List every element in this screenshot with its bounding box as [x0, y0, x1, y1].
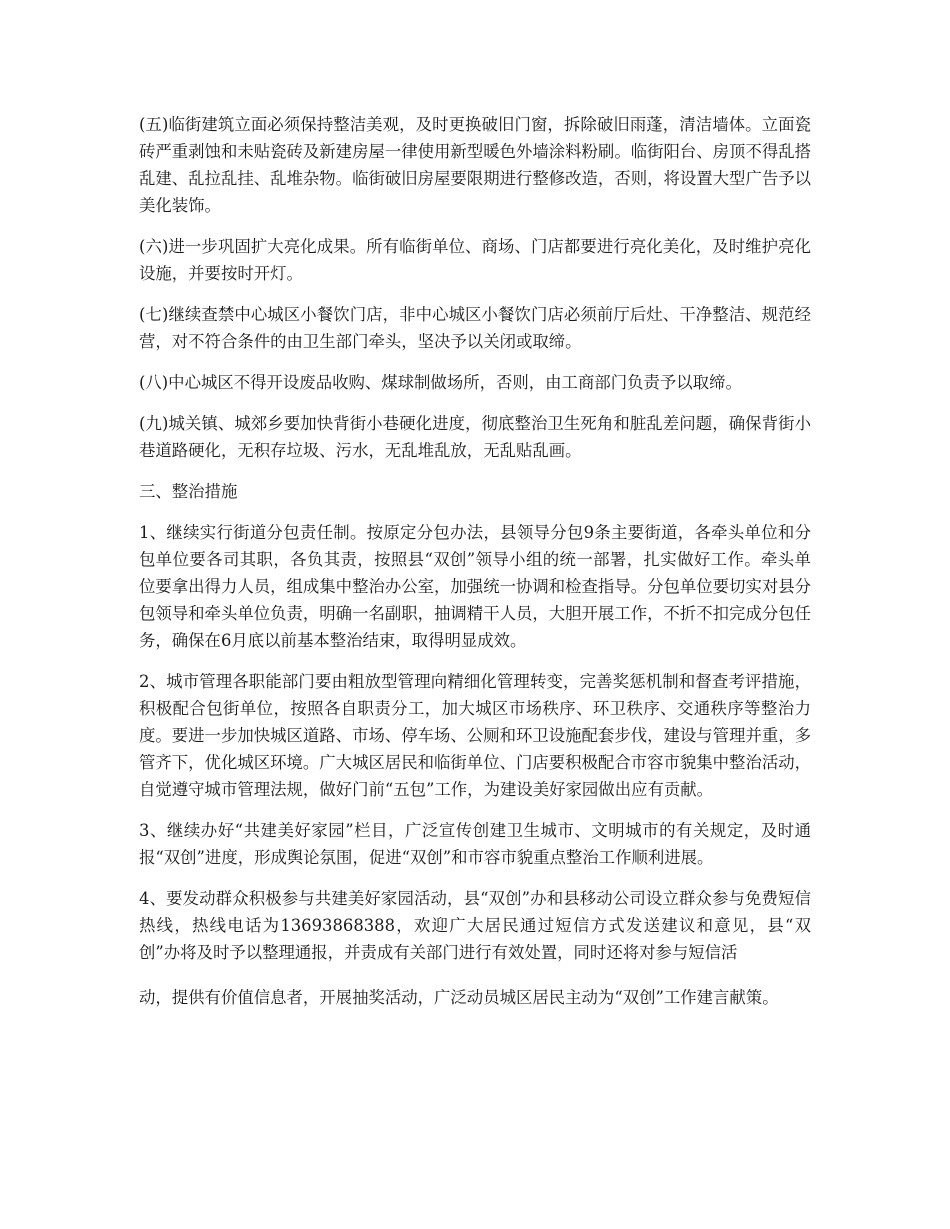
measure-item-1: 1、继续实行街道分包责任制。按原定分包办法，县领导分包9条主要街道，各牵头单位和分包单位要各司其职，各负其责，按照县“双创”领导小组的统一部署，扎实做好工作。牵头单位要拿出得力人员，组成集中整治办公室，加强统一协调和检查指导。分包单位要切实对县分包领导和牵头单位负责，明确一名副职，抽调精干人员，大胆开展工作，不折不扣完成分包任务，确保在6月底以前基本整治结束，取得明显成效。: [139, 523, 812, 650]
measure-item-4-continued: 动，提供有价值信息者，开展抽奖活动，广泛动员城区居民主动为“双创”工作建言献策。: [139, 988, 779, 1007]
measure-item-3: 3、继续办好“共建美好家园”栏目，广泛宣传创建卫生城市、文明城市的有关规定，及时通报“双创”进度，形成舆论氛围，促进“双创”和市容市貌重点整治工作顺利进展。: [139, 821, 811, 867]
paragraph-item-7: (七)继续查禁中心城区小餐饮门店，非中心城区小餐饮门店必须前厅后灶、干净整洁、规范经营，对不符合条件的由卫生部门牵头，坚决予以关闭或取缔。: [139, 305, 811, 351]
measure-item-2: 2、城市管理各职能部门要由粗放型管理向精细化管理转变，完善奖惩机制和督查考评措施，积极配合包街单位，按照各自职责分工，加大城区市场秩序、环卫秩序、交通秩序等整治力度。要进一步加快城区道路、市场、停车场、公厕和环卫设施配套步伐，建设与管理并重，多管齐下，优化城区环境。广大城区居民和临街单位、门店要积极配合市容市貌集中整治活动，自觉遵守城市管理法规，做好门前“五包”工作，为建设美好家园做出应有贡献。: [139, 672, 812, 799]
paragraph-item-5: (五)临街建筑立面必须保持整洁美观，及时更换破旧门窗，拆除破旧雨蓬，清洁墙体。立面瓷砖严重剥蚀和未贴瓷砖及新建房屋一律使用新型暖色外墙涂料粉刷。临街阳台、房顶不得乱搭乱建、乱拉乱挂、乱堆杂物。临街破旧房屋要限期进行整修改造，否则，将设置大型广告予以美化装饰。: [139, 115, 812, 215]
document-body: [139, 111, 811, 1025]
measure-item-4: 4、要发动群众积极参与共建美好家园活动，县“双创”办和县移动公司设立群众参与免费短信热线，热线电话为13693868388，欢迎广大居民通过短信方式发送建议和意见，县“双创”办将及时予以整理通报，并责成有关部门进行有效处置，同时还将对参与短信活: [139, 889, 811, 962]
section-heading: 三、整治措施: [139, 482, 238, 501]
paragraph-item-9: (九)城关镇、城郊乡要加快背街小巷硬化进度，彻底整治卫生死角和脏乱差问题，确保背街小巷道路硬化，无积存垃圾、污水，无乱堆乱放，无乱贴乱画。: [139, 414, 811, 460]
paragraph-item-6: (六)进一步巩固扩大亮化成果。所有临街单位、商场、门店都要进行亮化美化，及时维护亮化设施，并要按时开灯。: [139, 237, 811, 283]
paragraph-item-8: (八)中心城区不得开设废品收购、煤球制做场所，否则，由工商部门负责予以取缔。: [139, 373, 742, 392]
